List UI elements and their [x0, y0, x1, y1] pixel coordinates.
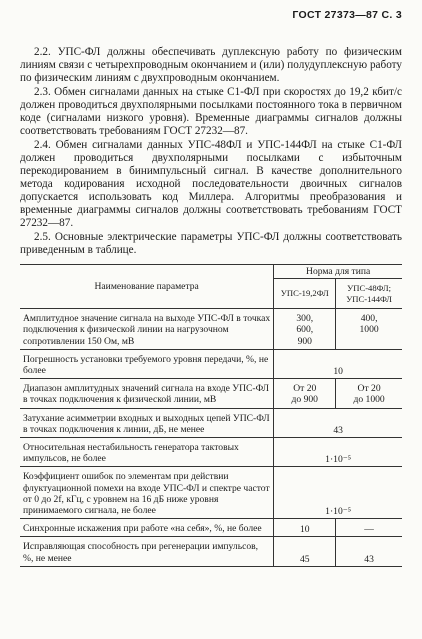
value-common: 1·10⁻⁵ — [274, 467, 402, 519]
value-ups-19-2: 45 — [274, 537, 336, 566]
table-row — [20, 438, 402, 467]
body-text — [20, 46, 402, 258]
paragraph-2-3: 2.3. Обмен сигналами данных на стыке С1-ФЛ при скоростях до 19,2 кбит/с должен проводиться двухполярными посылками постоянного тока в первичном коде (сигналами низкого уровня). Временные диаграммы сигналов должны соответствовать требованиям ГОСТ 27232—87. — [20, 86, 402, 137]
value-ups-19-2: 10 — [274, 519, 336, 537]
paragraph-2-2: 2.2. УПС-ФЛ должны обеспечивать дуплексную работу по физическим линиям связи с четырехпроводным окончанием и (или) полудуплексную работу по физическим линиям с двухпроводным окончанием. — [20, 46, 402, 84]
value-common: 10 — [274, 349, 402, 378]
value-common: 1·10⁻⁵ — [274, 438, 402, 467]
column-header-ups-48-144 — [336, 279, 402, 309]
column-header-ups-48: УПС-48ФЛ; — [347, 282, 392, 293]
table-row — [20, 309, 402, 350]
table-row — [20, 537, 402, 566]
parameter-name: Диапазон амплитудных значений сигнала на входе УПС-ФЛ в точках подключения к физической линии, мВ — [20, 379, 274, 408]
page-header: ГОСТ 27373—87 С. 3 — [292, 9, 402, 21]
parameter-name: Погрешность установки требуемого уровня передачи, %, не более — [20, 349, 274, 378]
parameter-name: Коэффициент ошибок по элементам при действии флуктуационной помехи на входе УПС-ФЛ и спектре частот от 0 до 2f, кГц, с уровнем на 16 дБ ниже уровня принимаемого сигнала, не более — [20, 467, 274, 519]
table-row — [20, 349, 402, 378]
table-row — [20, 467, 402, 519]
paragraph-2-4: 2.4. Обмен сигналами данных УПС-48ФЛ и УПС-144ФЛ на стыке С1-ФЛ должен проводиться двухполярными посылками с избыточным перекодированием в бинимпульсный сигнал. В качестве дополнительного метода кодирования исходной последовательности двоичных сигналов допускается использовать код Миллера. Алгоритмы преобразования и временные диаграммы сигналов должны соответствовать требованиям ГОСТ 27232—87. — [20, 139, 402, 229]
column-header-ups-144: УПС-144ФЛ — [346, 293, 392, 304]
value-common: 43 — [274, 408, 402, 437]
value-ups-48-144: 400, 1000 — [336, 309, 402, 350]
column-header-parameter: Наименование параметра — [20, 265, 274, 309]
parameter-name: Амплитудное значение сигнала на выходе УПС-ФЛ в точках подключения к физической линии на нагрузочном сопротивлении 150 Ом, мВ — [20, 309, 274, 350]
table-row — [20, 379, 402, 408]
column-header-ups-19-2: УПС-19,2ФЛ — [274, 279, 336, 309]
parameter-name: Относительная нестабильность генератора тактовых импульсов, не более — [20, 438, 274, 467]
value-ups-48-144: 43 — [336, 537, 402, 566]
paragraph-2-5: 2.5. Основные электрические параметры УПС-ФЛ должны соответствовать приведенным в таблице. — [20, 231, 402, 256]
column-header-norm: Норма для типа — [274, 265, 402, 279]
value-ups-48-144: — — [336, 519, 402, 537]
value-ups-19-2: От 20 до 900 — [274, 379, 336, 408]
table-row — [20, 519, 402, 537]
parameter-name: Затухание асимметрии входных и выходных цепей УПС-ФЛ в точках подключения к линии, дБ, не менее — [20, 408, 274, 437]
parameter-name: Синхронные искажения при работе «на себя», %, не более — [20, 519, 274, 537]
value-ups-19-2: 300, 600, 900 — [274, 309, 336, 350]
parameters-table — [20, 264, 402, 567]
table-row — [20, 408, 402, 437]
value-ups-48-144: От 20 до 1000 — [336, 379, 402, 408]
parameter-name: Исправляющая способность при регенерации импульсов, %, не менее — [20, 537, 274, 566]
